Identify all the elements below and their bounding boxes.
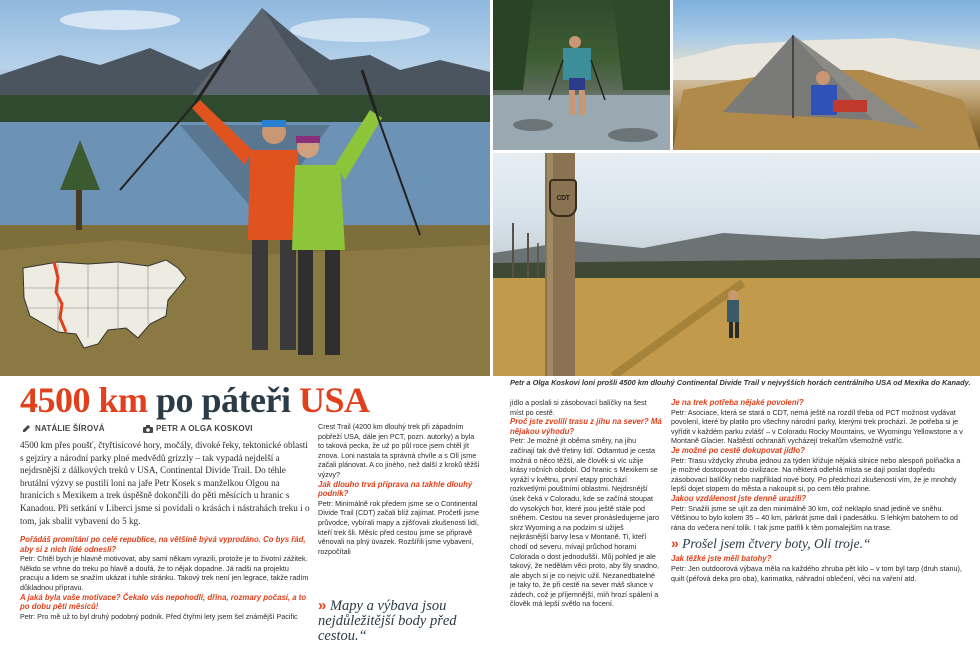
answer: Petr: Chtěl bych je hlavně motivovat, aby sami někam vyrazili, protože je to životní zážitek. Někdo se vrhne do treku po hlavě a doufá, že to nějak dopadne. Já radši na projektu pracuju a lidem se snažím ukázat i tuhle stránku. Takový trek není jen legrace, takže radím důkladnou přípravu. (20, 554, 309, 592)
answer: Petr: Pro mě už to byl druhý podobný podnik. Před čtyřmi lety jsem šel známější Pacific (20, 611, 298, 621)
photo-hiker-crossing-river (493, 0, 670, 150)
pull-quote-2 (671, 535, 963, 552)
lead-paragraph: 4500 km přes poušť, čtyřtisícové hory, močály, divoké řeky, tektonické oblasti s gejzíry a národní parky plné medvědů grizzly – tak vypadá nejdelší a nejdrsnější z dálkových treků v USA, Continental Divide Trail. Do téhle brutální výzvy se pustili loni na jaře Petr Kosek s manželkou Olgou na hranicích s Mexikem a trek úspěšně dokončili do pěti měsících u hranic s Kanadou. Při setkání v Liberci jsme si povídali o krásách i nástrahách treku i o tom, jak sbalit vybavení do 5 kg. (20, 440, 310, 526)
main-photo-scene (0, 0, 490, 376)
quote-mark-icon: » (671, 535, 679, 552)
question: A jaká byla vaše motivace? Čekalo vás nepohodlí, dřina, rozmary počasí, a to po dobu pěti měsíců! (20, 592, 307, 612)
answer: jídlo a poslali si zásobovací balíčky na šest míst po cestě. (510, 398, 647, 417)
river-scene (493, 0, 670, 150)
headline-middle: po páteři (147, 380, 300, 420)
pull-quote-1 (318, 598, 483, 644)
camera-icon (143, 425, 152, 433)
pull-quote-text: Mapy a výbava jsou nejdůležitější body před cestou.“ (318, 598, 457, 644)
photographer-names: PETR A OLGA KOSKOVI (156, 424, 253, 433)
question: Jakou vzdálenost jste denně urazili? (671, 493, 807, 503)
question: Jak těžké jste měli batohy? (671, 554, 772, 564)
headline-country: USA (299, 380, 370, 420)
headline-distance: 4500 km (20, 380, 148, 420)
question: Proč jste zvolili trasu z jihu na sever? Má nějakou výhodu? (510, 417, 662, 436)
column-4 (671, 398, 963, 583)
column-3 (510, 398, 662, 609)
quote-mark-icon: » (318, 597, 327, 614)
author-byline (22, 424, 105, 433)
cdt-trail-sign (549, 179, 577, 217)
pencil-icon (22, 425, 31, 433)
question: Pořádáš promítání po celé republice, na většině bývá vyprodáno. Co bys řád, aby si z nich lidé odnesli? (20, 535, 306, 554)
column-2 (318, 422, 480, 556)
author-name: NATÁLIE ŠÍROVÁ (35, 424, 105, 433)
answer: Crest Trail (4200 km dlouhý trek při západním pobřeží USA, dále jen PCT, pozn. autorky) a byla to taková pecka, že už po půl roce jsem chtěl jít znova. Loni nastala ta správná chvíle a s Olí jsme začali plánovat. A co jiného, než další z kroků těžší výzvy? (318, 422, 480, 479)
answer: Petr: Minimálně rok předem jsme se o Continental Divide Trail (CDT) začali blíž zajímat. Pročetli jsme průvodce, vybírali mapy a zjišťovali zkušenosti lidí, kteří trek šli. Měsíc před cestou jsme se připravě věnovali na plný úvazek. Rozšířili jsme vybavení, rozpočítali (318, 498, 479, 556)
column-1 (20, 535, 310, 621)
article-headline (20, 379, 370, 421)
photo-byline (143, 424, 253, 433)
tent-scene (673, 0, 980, 150)
answer: Petr: Trasu vždycky zhruba jednou za týden křižuje nějaká silnice nebo alespoň polňačka a je možné dostopovat do civilizace. Na některá odlehlá místa se dají poslat dopředu zásobovací balíčky nebo například nové boty. Po předchozí zkušenosti vím, že je mnohdy lepší dojet stopem do města a nakoupit si, po cem tělo prahne. (671, 455, 961, 494)
pull-quote-text: Prošel jsem čtvery boty, Oli troje.“ (682, 536, 871, 552)
answer: Petr: Jen outdoorová výbava měla na každého zhruba pět kilo – v tom byl tarp (druh stanu), quilt (péřová deka pro oba), karimatka, náhradní oblečení, věci na vaření atd. (671, 563, 962, 583)
photo-cdt-trail-marker (493, 153, 980, 376)
answer: Petr: Snažili jsme se ujít za den minimálně 30 km, což neklaplo snad jedině ve sněhu. Většinou to bylo kolem 35 – 40 km, párkrát jsme dali i padesátku. S lehkým batohem to od rána do večera není tolik. I tak jsme patřili k těm pomalejším na trase. (671, 503, 958, 532)
answer: Petr: Asociace, která se stará o CDT, nemá ještě na rozdíl třeba od PCT možnost vydávat povolení, které by platilo pro všechny národní parky, kterými trek prochází. Je potřeba si je vyřídit v každém parku zvlášť – v Coloradu Rocky Mountains, ve Wyomingu Yellowstone a v Montaně Glacier. Naštěstí ochranáři vycházejí trekařům všemožně vstříc. (671, 407, 963, 446)
cdt-sign-label: CDT (556, 194, 570, 202)
question: Je možné po cestě dokupovat jídlo? (671, 445, 805, 455)
photo-caption: Petr a Olga Koskovi loni prošli 4500 km dlouhý Continental Divide Trail v nejvyšších horách centrálního USA od Mexika do Kanady. (510, 378, 971, 387)
question: Je na trek potřeba nějaké povolení? (671, 398, 804, 407)
answer: Petr: Je možné jít oběma směry, na jihu začínají tak dvě třetiny lidí. Odtamtud je cesta možná o něco těžší, ale člověk si víc užije krásy ročních období. Od hranic s Mexikem se vyráží v květnu, první etapy prochází rozkvetlými pouštními oblastmi. Nejdrsnější úsek čeká v Coloradu, kde se začíná stoupat do vysokých hor, které jsou ještě stále pod sněhem. Cestou na sever pronásledujeme jaro skrz Wyoming a na podzim si užiješ nejkrásnější barvy lesa v Montaně. Ti, kteří chodí od severu, mívají průchod horami Colorada o dost jednodušší. Můj pohled je ale takový, že nedělám věci proto, aby šly snadno, ale abych si je co nejvíc užil. Nezanedbatelné je taky to, že při cestě na sever máš slunce v zádech, což je příjemnější, míň hrozí spálení a člověk má lepší světlo na focení. (510, 436, 660, 609)
photo-tarp-tent-camp (673, 0, 980, 150)
question: Jak dlouho trvá příprava na takhle dlouhý podnik? (318, 479, 473, 499)
main-photo-hikers-lake (0, 0, 490, 376)
